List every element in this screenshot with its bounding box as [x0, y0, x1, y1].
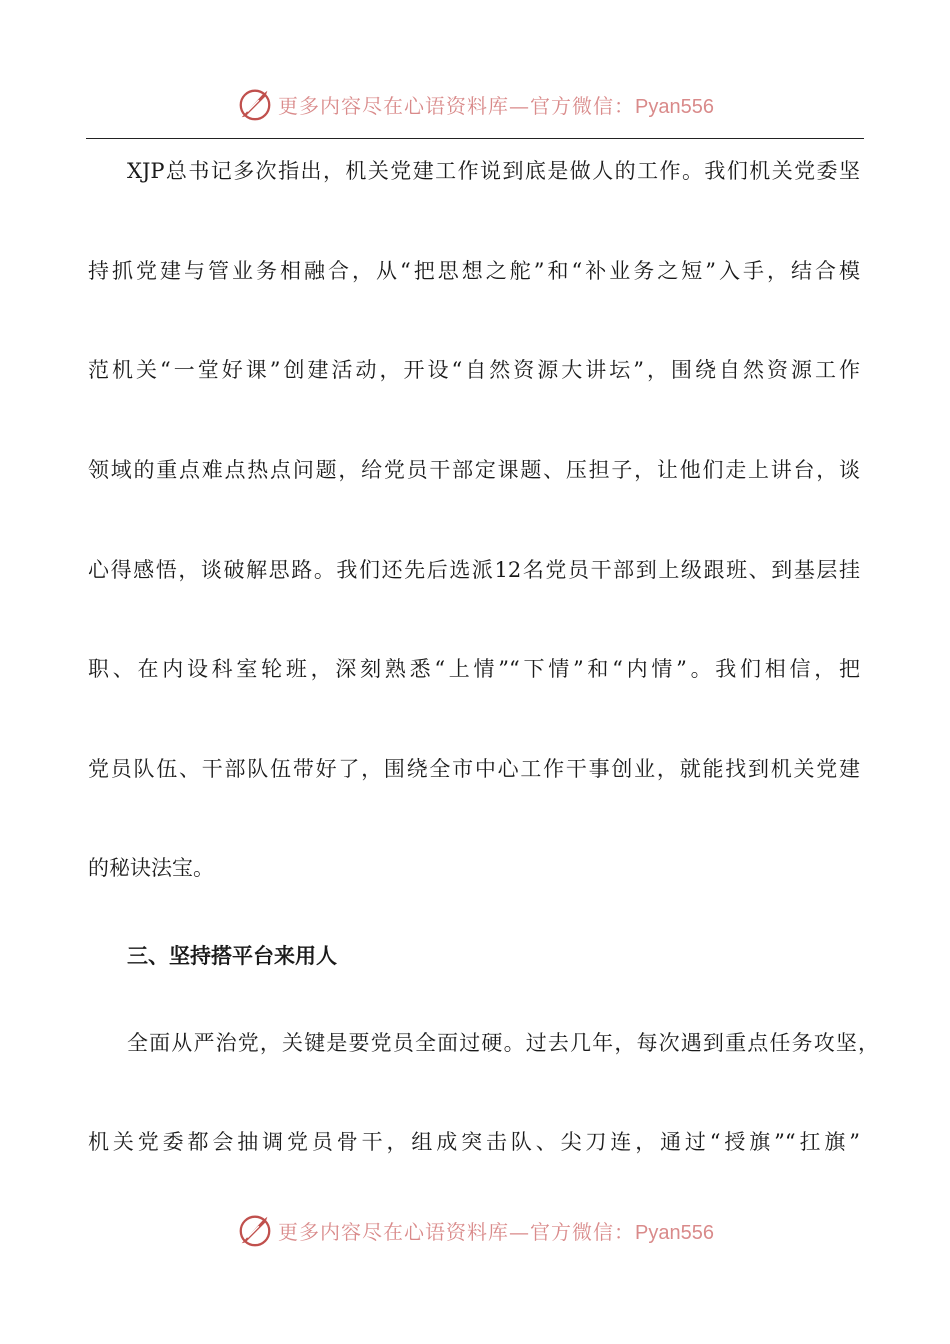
header-divider — [86, 138, 864, 139]
footer-banner-text: 更多内容尽在心语资料库—官方微信：Pyan556 — [278, 1219, 714, 1244]
paragraph-line: 范机关“一堂好课”创建活动，开设“自然资源大讲坛”，围绕自然资源工作 — [88, 358, 860, 382]
paragraph-line: 的秘诀法宝。 — [88, 856, 214, 880]
pen-quill-logo-icon — [236, 85, 274, 123]
paragraph-line: 全面从严治党，关键是要党员全面过硬。过去几年，每次遇到重点任务攻坚， — [127, 1031, 879, 1055]
footer-wechat-handle: Pyan556 — [635, 1221, 714, 1244]
footer-banner — [0, 1208, 950, 1252]
header-banner — [0, 82, 950, 126]
paragraph-line: 党员队伍、干部队伍带好了，围绕全市中心工作干事创业，就能找到机关党建 — [88, 757, 860, 781]
section-heading: 三、坚持搭平台来用人 — [127, 944, 337, 968]
header-banner-text: 更多内容尽在心语资料库—官方微信：Pyan556 — [278, 93, 714, 118]
paragraph-line: 领域的重点难点热点问题，给党员干部定课题、压担子，让他们走上讲台，谈 — [88, 458, 860, 482]
paragraph-line: XJP总书记多次指出，机关党建工作说到底是做人的工作。我们机关党委坚 — [127, 159, 860, 183]
paragraph-line: 心得感悟，谈破解思路。我们还先后选派12名党员干部到上级跟班、到基层挂 — [88, 558, 860, 582]
paragraph-line: 持抓党建与管业务相融合，从“把思想之舵”和“补业务之短”入手，结合模 — [88, 259, 860, 283]
paragraph-line: 机关党委都会抽调党员骨干，组成突击队、尖刀连，通过“授旗”“扛旗” — [88, 1130, 860, 1154]
pen-quill-logo-icon — [236, 1211, 274, 1249]
paragraph-line: 职、在内设科室轮班，深刻熟悉“上情”“下情”和“内情”。我们相信，把 — [88, 657, 860, 681]
header-wechat-handle: Pyan556 — [635, 95, 714, 118]
